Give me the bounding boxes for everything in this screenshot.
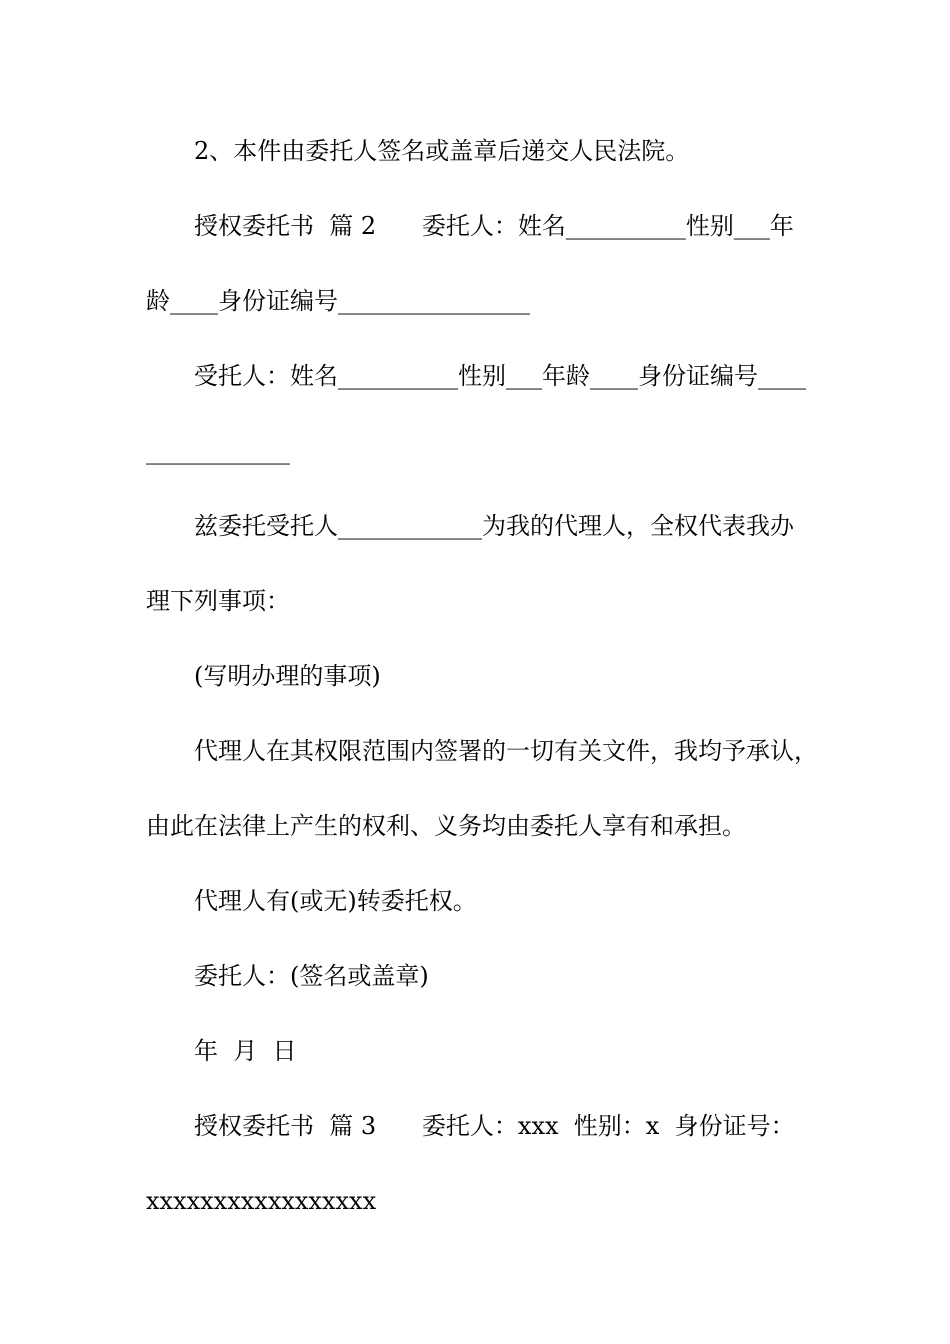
paragraph-section-3-heading: 授权委托书 篇 3 委托人：xxx 性别：x 身份证号： xyxy=(194,1112,795,1140)
paragraph-acknowledgement: 代理人在其权限范围内签署的一切有关文件，我均予承认， xyxy=(194,737,818,765)
paragraph-section-2-heading-cont: 龄____身份证编号________________ xyxy=(146,287,530,315)
paragraph-acknowledgement-cont: 由此在法律上产生的权利、义务均由委托人享有和承担。 xyxy=(146,812,746,840)
paragraph-trustee-info: 受托人：姓名__________性别___年龄____身份证编号____ xyxy=(194,362,806,390)
paragraph-subdelegation: 代理人有(或无)转委托权。 xyxy=(194,887,477,915)
paragraph-date: 年 月 日 xyxy=(194,1037,297,1065)
paragraph-signature: 委托人：(签名或盖章) xyxy=(194,962,429,990)
paragraph-section-3-heading-cont: xxxxxxxxxxxxxxxxx xyxy=(146,1187,377,1215)
paragraph-note-2: 2、本件由委托人签名或盖章后递交人民法院。 xyxy=(194,137,690,165)
paragraph-section-2-heading: 授权委托书 篇 2 委托人：姓名__________性别___年 xyxy=(194,212,794,240)
paragraph-matters: (写明办理的事项) xyxy=(194,662,381,690)
paragraph-authorization: 兹委托受托人____________为我的代理人，全权代表我办 xyxy=(194,512,794,540)
paragraph-trustee-info-cont: ____________ xyxy=(146,437,290,465)
paragraph-authorization-cont: 理下列事项： xyxy=(146,587,290,615)
